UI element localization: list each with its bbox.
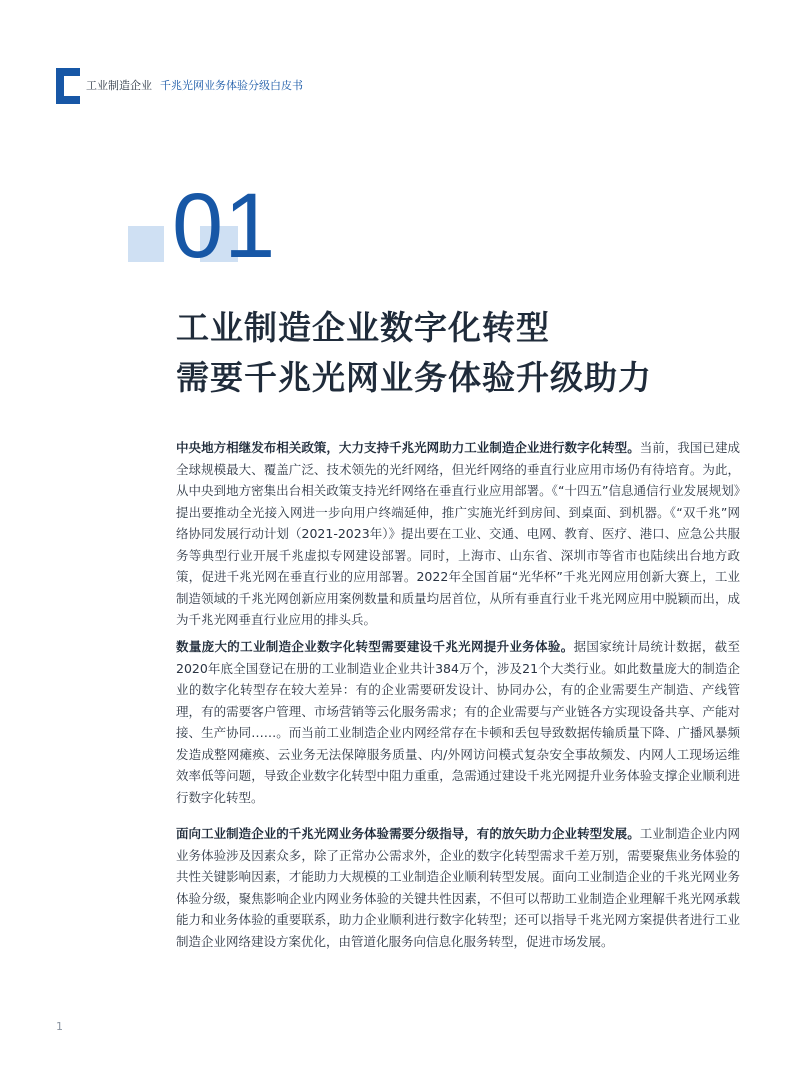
chapter-number: 01 [172, 175, 277, 277]
header-logo-mark [56, 68, 80, 104]
paragraph-3 [176, 823, 740, 952]
chapter-marker [128, 175, 288, 277]
header-section: 工业制造企业 [86, 79, 152, 92]
paragraph-1 [176, 437, 740, 631]
paragraph-3-lead: 面向工业制造企业的千兆光网业务体验需要分级指导，有的放矢助力企业转型发展。 [176, 826, 640, 841]
paragraph-3-body: 工业制造企业内网业务体验涉及因素众多，除了正常办公需求外，企业的数字化转型需求千差万别，需要聚焦业务体验的共性关键影响因素，才能助力大规模的工业制造企业顺利转型发展。面向工业制造企业的千兆光网业务体验分级，聚焦影响企业内网业务体验的关键共性因素，不但可以帮助工业制造企业理解千兆光网承载能力和业务体验的重要联系，助力企业顺利进行数字化转型；还可以指导千兆光网方案提供者进行工业制造企业网络建设方案优化，由管道化服务向信息化服务转型，促进市场发展。 [176, 826, 740, 949]
page-number: 1 [56, 1020, 63, 1033]
chapter-title-line-2: 需要千兆光网业务体验升级助力 [176, 358, 652, 397]
running-header [86, 79, 303, 93]
paragraph-1-body: 当前，我国已建成全球规模最大、覆盖广泛、技术领先的光纤网络，但光纤网络的垂直行业应用市场仍有待培育。为此，从中央到地方密集出台相关政策支持光纤网络在垂直行业应用部署。《“十四五”信息通信行业发展规划》提出要推动全光接入网进一步向用户终端延伸，推广实施光纤到房间、到桌面、到机器。《“双千兆”网络协同发展行动计划（2021-2023年）》提出要在工业、交通、电网、教育、医疗、港口、应急公共服务等典型行业开展千兆虚拟专网建设部署。同时，上海市、山东省、深圳市等省市也陆续出台地方政策，促进千兆光网在垂直行业的应用部署。2022年全国首届“光华杯”千兆光网应用创新大赛上，工业制造领域的千兆光网创新应用案例数量和质量均居首位，从所有垂直行业千兆光网应用中脱颖而出，成为千兆光网垂直行业应用的排头兵。 [176, 440, 740, 627]
header-doc-title: 千兆光网业务体验分级白皮书 [160, 79, 303, 92]
paragraph-1-lead: 中央地方相继发布相关政策，大力支持千兆光网助力工业制造企业进行数字化转型。 [176, 440, 640, 455]
paragraph-2-lead: 数量庞大的工业制造企业数字化转型需要建设千兆光网提升业务体验。 [176, 639, 574, 654]
chapter-title-line-1: 工业制造企业数字化转型 [176, 308, 550, 347]
paragraph-2-body: 据国家统计局统计数据，截至2020年底全国登记在册的工业制造业企业共计384万个，涉及21个大类行业。如此数量庞大的制造企业的数字化转型存在较大差异：有的企业需要研发设计、协同办公，有的企业需要生产制造、产线管理，有的需要客户管理、市场营销等云化服务需求；有的企业需要与产业链各方实现设备共享、产能对接、生产协同……。而当前工业制造企业内网经常存在卡顿和丢包导致数据传输质量下降、广播风暴频发造成整网瘫痪、云业务无法保障服务质量、内/外网访问模式复杂安全事故频发、内网人工现场运维效率低等问题，导致企业数字化转型中阻力重重，急需通过建设千兆光网提升业务体验支撑企业顺利进行数字化转型。 [176, 639, 740, 805]
paragraph-2 [176, 636, 740, 808]
chapter-deco-square-left [128, 226, 164, 262]
chapter-title [176, 303, 776, 403]
